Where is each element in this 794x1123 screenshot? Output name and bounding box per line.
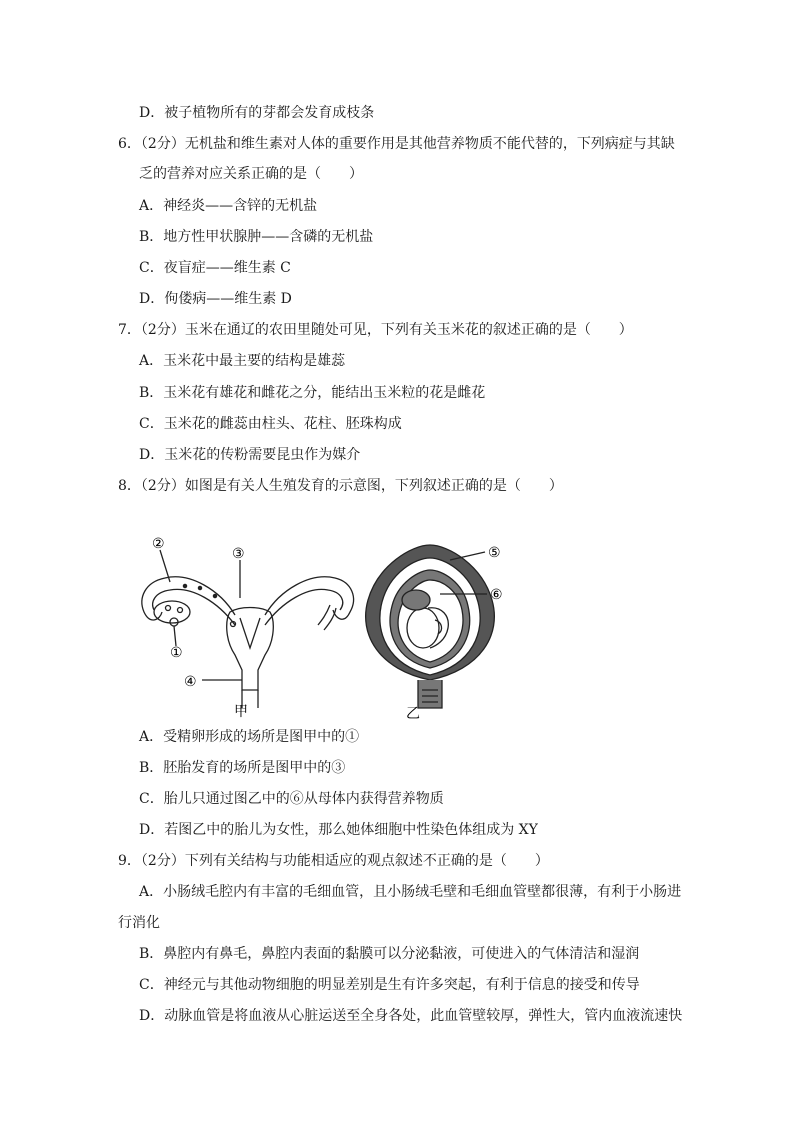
figure-label-2: ②: [152, 536, 165, 552]
figure-label-5: ⑤: [488, 545, 501, 561]
figure-label-4: ④: [184, 674, 197, 690]
q9-option-a-line2: 行消化: [118, 915, 160, 931]
q7-stem: 7．（2分）玉米在通辽的农田里随处可见，下列有关玉米花的叙述正确的是（ ）: [118, 322, 633, 338]
q7-option-c: C．玉米花的雌蕊由柱头、花柱、胚珠构成: [139, 416, 402, 432]
q9-option-c: C．神经元与其他动物细胞的明显差别是生有许多突起，有利于信息的接受和传导: [139, 977, 640, 993]
q7-option-d: D．玉米花的传粉需要昆虫作为媒介: [139, 447, 361, 463]
q6-stem-line2: 乏的营养对应关系正确的是（ ）: [139, 166, 363, 182]
q8-option-b: B．胚胎发育的场所是图甲中的③: [139, 760, 346, 776]
q6-option-c: C．夜盲症——维生素 C: [139, 260, 291, 276]
q8-option-c: C．胎儿只通过图乙中的⑥从母体内获得营养物质: [139, 791, 444, 807]
figure-caption-right: 乙: [406, 706, 420, 720]
q6-option-a: A．神经炎——含锌的无机盐: [139, 198, 318, 214]
q6-stem-line1: 6．（2分）无机盐和维生素对人体的重要作用是其他营养物质不能代替的，下列病症与其缺: [118, 136, 675, 152]
figure-caption-left: 甲: [234, 704, 248, 720]
figure-label-1: ①: [170, 645, 183, 661]
q6-option-b: B．地方性甲状腺肿——含磷的无机盐: [139, 229, 374, 245]
q8-option-d: D．若图乙中的胎儿为女性，那么她体细胞中性染色体组成为 XY: [139, 822, 538, 838]
q7-option-b: B．玉米花有雄花和雌花之分，能结出玉米粒的花是雌花: [139, 385, 486, 401]
q8-option-a: A．受精卵形成的场所是图甲中的①: [139, 729, 360, 745]
q7-option-a: A．玉米花中最主要的结构是雄蕊: [139, 353, 346, 369]
q8-stem: 8．（2分）如图是有关人生殖发育的示意图，下列叙述正确的是（ ）: [118, 478, 563, 494]
female-reproductive-system-illustration: [142, 550, 354, 708]
figure-label-6: ⑥: [490, 587, 503, 603]
q9-option-a-line1: A．小肠绒毛腔内有丰富的毛细血管，且小肠绒毛壁和毛细血管壁都很薄，有利于小肠进: [139, 884, 682, 900]
q9-option-d: D．动脉血管是将血液从心脏运送至全身各处，此血管壁较厚，弹性大，管内血液流速快: [139, 1008, 683, 1024]
q5-option-d: D．被子植物所有的芽都会发育成枝条: [139, 105, 375, 121]
q9-stem: 9．（2分）下列有关结构与功能相适应的观点叙述不正确的是（ ）: [118, 853, 549, 869]
q9-option-b: B．鼻腔内有鼻毛，鼻腔内表面的黏膜可以分泌黏液，可使进入的气体清洁和湿润: [139, 946, 640, 962]
fetus-in-uterus-illustration: [366, 545, 495, 708]
q6-option-d: D．佝偻病——维生素 D: [139, 291, 292, 307]
reproduction-diagram: [130, 530, 530, 720]
figure-label-3: ③: [232, 546, 245, 562]
